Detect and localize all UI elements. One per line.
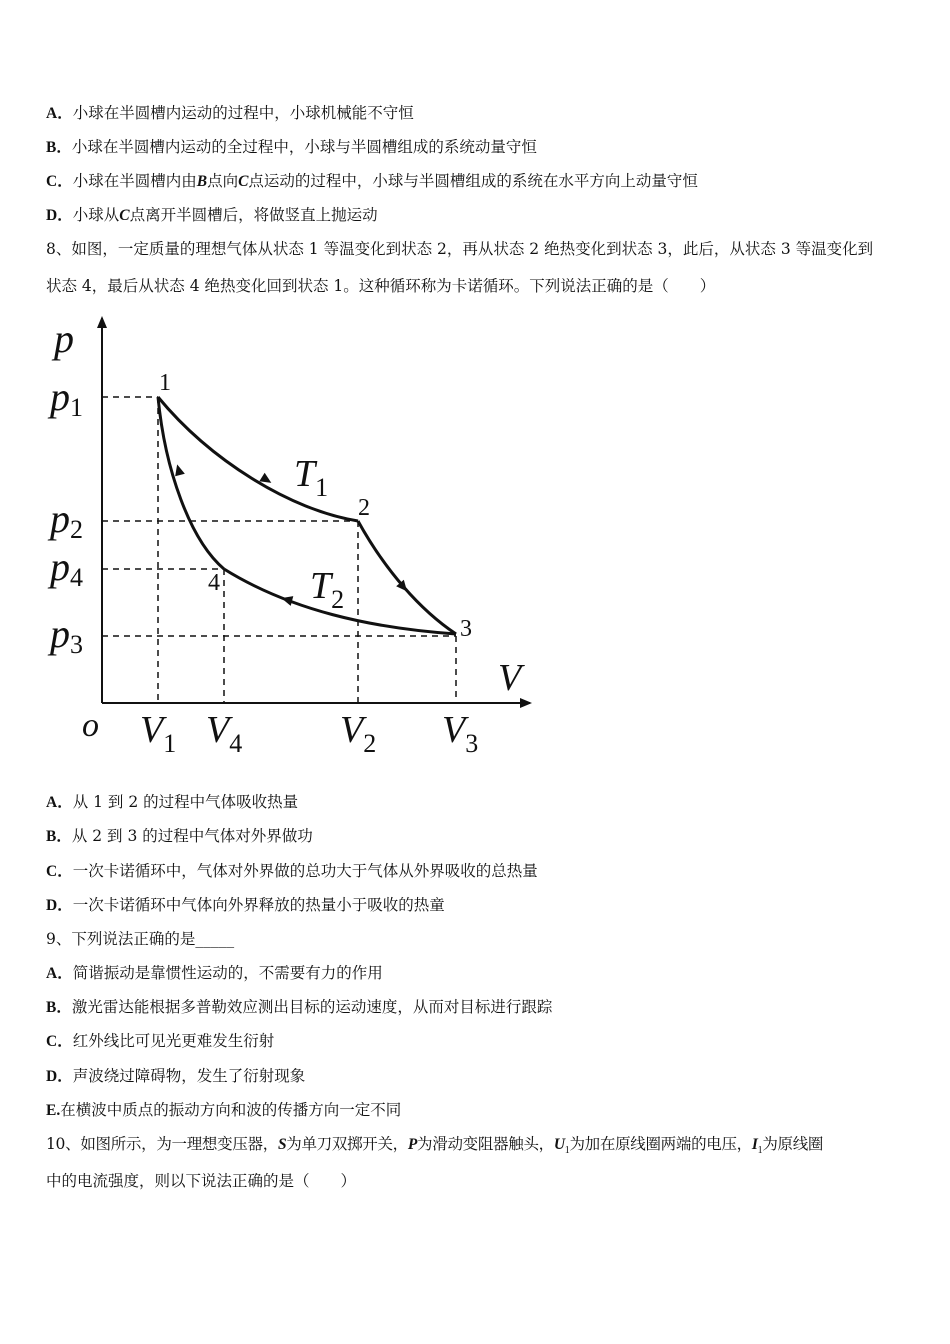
p-tick-labels [47,374,83,659]
carnot-cycle-diagram [40,310,540,770]
v2-label: $V_2$ [340,709,377,758]
q7-option-c: C．小球在半圆槽内由B点向C点运动的过程中，小球与半圆槽组成的系统在水平方向上动量守恒 [46,172,698,190]
q10-stem-line1: 10、如图所示，为一理想变压器，S为单刀双掷开关，P为滑动变阻器触头，$U_1$为加在原线圈两端的电压，$I_1$为原线圈 [46,1135,824,1157]
q7-option-a: A．小球在半圆槽内运动的过程中，小球机械能不守恒 [46,104,414,122]
origin-label: o [82,707,99,744]
v3-label: $V_3$ [442,709,479,758]
dashed-guides [102,397,456,703]
adiabat-2-3 [358,521,456,634]
isotherm-t1 [158,397,358,521]
state-4-label: 4 [208,570,220,596]
p3-label: p3 [50,611,83,659]
q9-option-e: E.在横波中质点的振动方向和波的传播方向一定不同 [46,1101,402,1119]
q9-option-c: C．红外线比可见光更难发生衍射 [46,1032,275,1050]
v1-label: $V_1$ [140,709,177,758]
arrow-3-4 [280,593,293,606]
t1-label: $T_1$ [294,453,329,502]
v-axis-label: V [498,657,522,699]
q9-option-d: D．声波绕过障碍物，发生了衍射现象 [46,1067,306,1085]
q7-option-b: B．小球在半圆槽内运动的全过程中，小球与半圆槽组成的系统动量守恒 [46,138,537,156]
q8-option-d: D．一次卡诺循环中气体向外界释放的热量小于吸收的热童 [46,896,445,914]
v4-label: $V_4$ [206,709,243,758]
arrow-4-1 [172,463,185,476]
q8-stem-line1: 8、如图，一定质量的理想气体从状态 1 等温变化到状态 2，再从状态 2 绝热变化到状态 3，此后，从状态 3 等温变化到 [46,240,874,258]
p1-label: p1 [50,374,83,422]
q9-option-b: B．激光雷达能根据多普勒效应测出目标的运动速度，从而对目标进行跟踪 [46,998,553,1016]
adiabat-4-1 [158,397,224,569]
q8-stem-line2: 状态 4，最后从状态 4 绝热变化回到状态 1。这种循环称为卡诺循环。下列说法正确的是（ ） [46,277,716,295]
q9-option-a: A．简谐振动是靠惯性运动的，不需要有力的作用 [46,964,383,982]
q10-stem-line2: 中的电流强度，则以下说法正确的是（ ） [46,1172,357,1190]
p4-label: p4 [50,544,83,592]
state-2-label: 2 [358,495,370,521]
q7-option-d: D．小球从C点离开半圆槽后，将做竖直上抛运动 [46,206,378,224]
v-tick-labels [140,709,478,758]
cycle-curves [158,397,456,634]
t2-label: $T_2$ [310,565,345,614]
p2-label: p2 [50,496,83,544]
state-1-label: 1 [159,370,171,396]
q8-option-a: A．从 1 到 2 的过程中气体吸收热量 [46,793,299,811]
state-3-label: 3 [460,616,472,642]
q9-stem: 9、下列说法正确的是_____ [46,930,235,948]
q8-option-c: C．一次卡诺循环中，气体对外界做的总功大于气体从外界吸收的总热量 [46,862,538,880]
p-axis-label: p [54,316,74,361]
q8-option-b: B．从 2 到 3 的过程中气体对外界做功 [46,827,313,845]
